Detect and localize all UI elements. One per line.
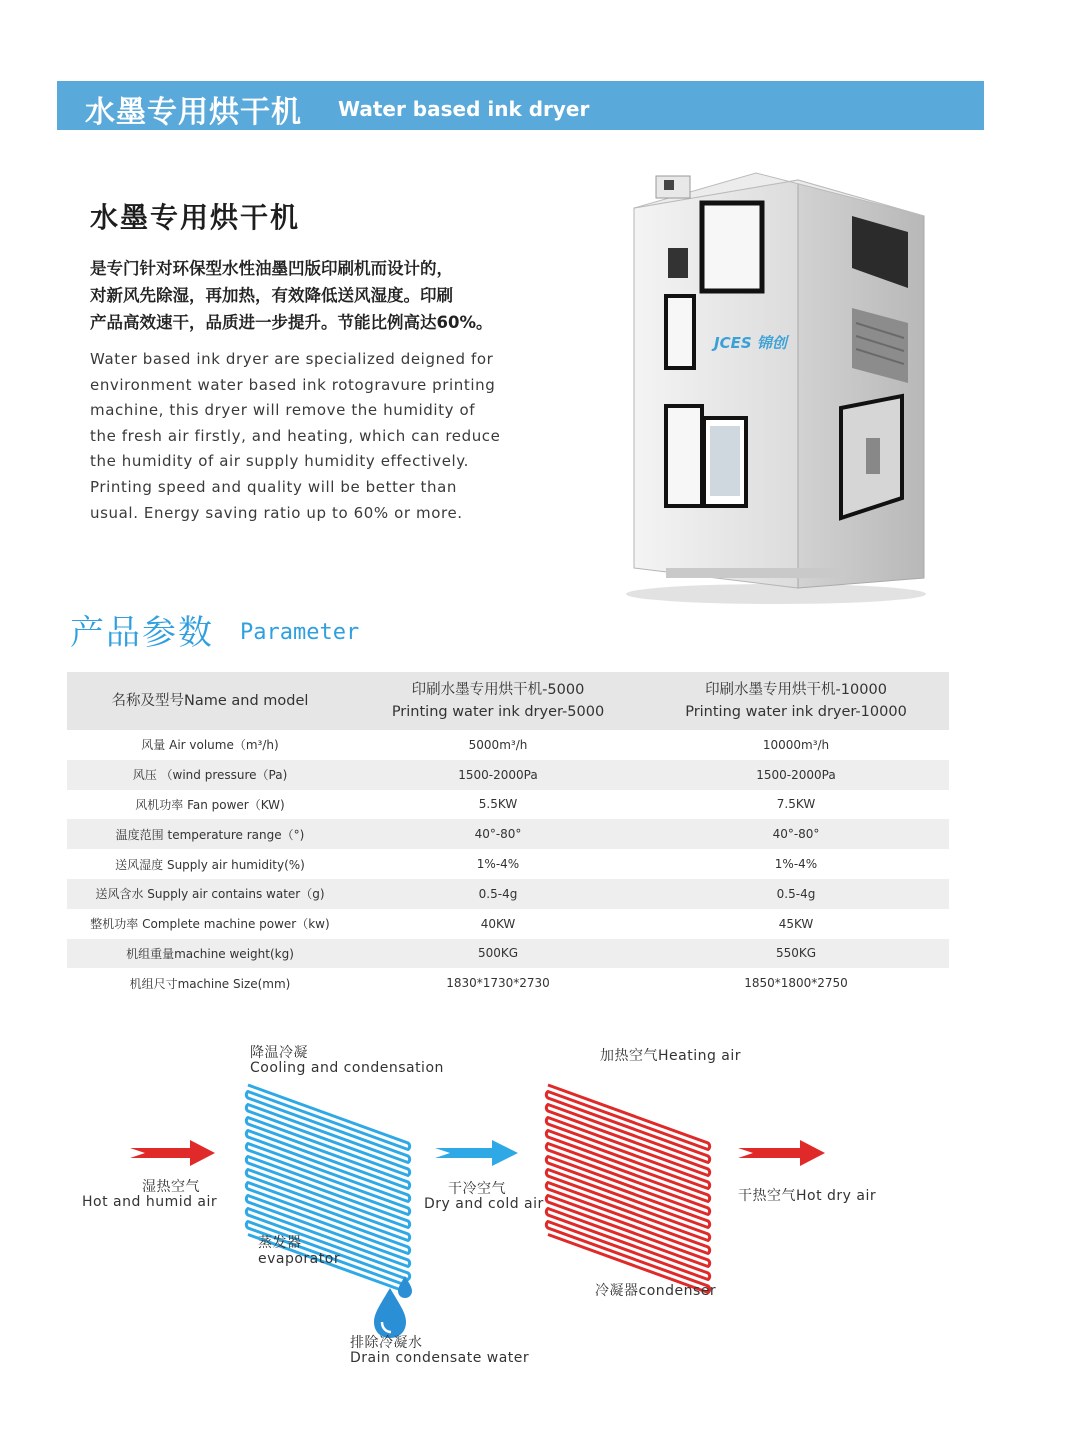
intro-description-cn <box>90 255 530 336</box>
intro-en-line: Water based ink dryer are specialized deigned for <box>90 350 494 368</box>
header-name-model: 名称及型号Name and model <box>111 693 309 709</box>
label-drain-en: Drain condensate water <box>350 1350 530 1366</box>
label-condenser: 冷凝器condenser <box>595 1283 717 1299</box>
row-label: 风量 Air volume（m³/h) <box>141 738 279 753</box>
row-label: 整机功率 Complete machine power（kw) <box>90 917 330 932</box>
header-model-5000-en: Printing water ink dryer-5000 <box>391 704 605 720</box>
table-header-row <box>67 672 949 730</box>
brand-logo: JCES 锦创 <box>714 334 787 352</box>
condenser-coil <box>546 1085 709 1293</box>
intro-en-line: Printing speed and quality will be better than <box>90 477 458 496</box>
intro-cn-line: 产品高效速干，品质进一步提升。节能比例高达60%。 <box>90 313 493 332</box>
intro-en-line: machine, this dryer will remove the humidity of <box>90 401 476 420</box>
parameter-title-en: Parameter <box>240 620 360 645</box>
label-dry-cold-en: Dry and cold air <box>424 1196 544 1212</box>
header-model-10000-cn: 印刷水墨专用烘干机-10000 <box>705 682 887 698</box>
row-value-5000: 0.5-4g <box>478 886 518 901</box>
label-hot-humid-cn: 湿热空气 <box>142 1179 200 1195</box>
row-value-10000: 45KW <box>778 916 814 931</box>
intro-en-line: usual. Energy saving ratio up to 60% or more. <box>90 503 463 522</box>
table-row <box>67 730 949 760</box>
label-dry-cold-cn: 干冷空气 <box>448 1181 506 1197</box>
table-row <box>67 790 949 820</box>
banner-title-en: Water based ink dryer <box>338 97 590 121</box>
row-value-5000: 40°-80° <box>474 827 522 842</box>
table-row <box>67 849 949 879</box>
header-model-10000 <box>643 679 949 723</box>
label-cooling-cn: 降温冷凝 <box>250 1045 308 1061</box>
label-cooling-en: Cooling and condensation <box>250 1060 444 1076</box>
row-value-10000: 10000m³/h <box>762 737 830 752</box>
intro-title: 水墨专用烘干机 <box>90 201 301 234</box>
row-label: 温度范围 temperature range（°) <box>115 827 305 842</box>
intro-en-line: environment water based ink rotogravure printing <box>90 375 496 394</box>
intro-en-line: the humidity of air supply humidity effectively. <box>90 452 469 471</box>
arrow-dry-cold-air <box>435 1140 518 1166</box>
row-label: 机组重量machine weight(kg) <box>126 946 294 961</box>
row-value-5000: 5.5KW <box>478 797 518 812</box>
row-value-10000: 1500-2000Pa <box>756 767 836 782</box>
label-drain-cn: 排除冷凝水 <box>350 1335 423 1351</box>
row-value-5000: 40KW <box>480 916 516 931</box>
row-value-10000: 1850*1800*2750 <box>744 976 848 991</box>
row-label: 风压 （wind pressure（Pa) <box>132 768 288 783</box>
label-evaporator-cn: 蒸发器 <box>258 1235 302 1251</box>
parameter-title-cn: 产品参数 <box>70 613 214 653</box>
table-row <box>67 760 949 790</box>
arrow-hot-humid-air <box>130 1140 215 1166</box>
row-value-5000: 1830*1730*2730 <box>446 976 550 991</box>
intro-cn-line: 对新风先除湿，再加热，有效降低送风湿度。印刷 <box>90 286 453 305</box>
dryer-machine-image <box>626 168 932 606</box>
arrow-hot-dry-air <box>738 1140 825 1166</box>
process-diagram <box>60 1030 1020 1390</box>
row-label: 送风含水 Supply air contains water（g) <box>95 887 325 902</box>
table-row <box>67 879 949 909</box>
row-value-10000: 550KG <box>775 946 817 961</box>
row-value-5000: 1%-4% <box>476 857 520 872</box>
spec-table <box>67 672 949 998</box>
header-banner <box>57 81 984 130</box>
table-row <box>67 909 949 939</box>
table-row <box>67 819 949 849</box>
header-model-5000-cn: 印刷水墨专用烘干机-5000 <box>411 682 585 698</box>
table-row <box>67 968 949 998</box>
row-value-5000: 1500-2000Pa <box>458 767 538 782</box>
row-value-10000: 40°-80° <box>772 827 820 842</box>
row-value-5000: 500KG <box>477 946 519 961</box>
row-value-10000: 7.5KW <box>776 797 816 812</box>
header-model-10000-en: Printing water ink dryer-10000 <box>685 704 907 720</box>
label-hot-dry-air: 干热空气Hot dry air <box>738 1188 877 1204</box>
label-heating-air: 加热空气Heating air <box>600 1048 742 1064</box>
coil-tube <box>546 1085 709 1293</box>
intro-description-en <box>90 347 520 526</box>
row-value-10000: 1%-4% <box>774 857 818 872</box>
header-model-5000 <box>353 679 643 723</box>
row-label: 机组尺寸machine Size(mm) <box>129 976 291 991</box>
intro-cn-line: 是专门针对环保型水性油墨凹版印刷机而设计的， <box>90 259 453 278</box>
row-value-10000: 0.5-4g <box>776 886 816 901</box>
row-label: 送风湿度 Supply air humidity(%) <box>115 857 305 872</box>
intro-en-line: the fresh air firstly, and heating, which can reduce <box>90 426 501 445</box>
label-evaporator-en: evaporator <box>258 1251 341 1267</box>
label-hot-humid-en: Hot and humid air <box>82 1194 218 1210</box>
banner-title-cn: 水墨专用烘干机 <box>85 95 302 130</box>
table-row <box>67 939 949 969</box>
row-value-5000: 5000m³/h <box>468 737 528 752</box>
row-label: 风机功率 Fan power（KW) <box>135 797 285 812</box>
